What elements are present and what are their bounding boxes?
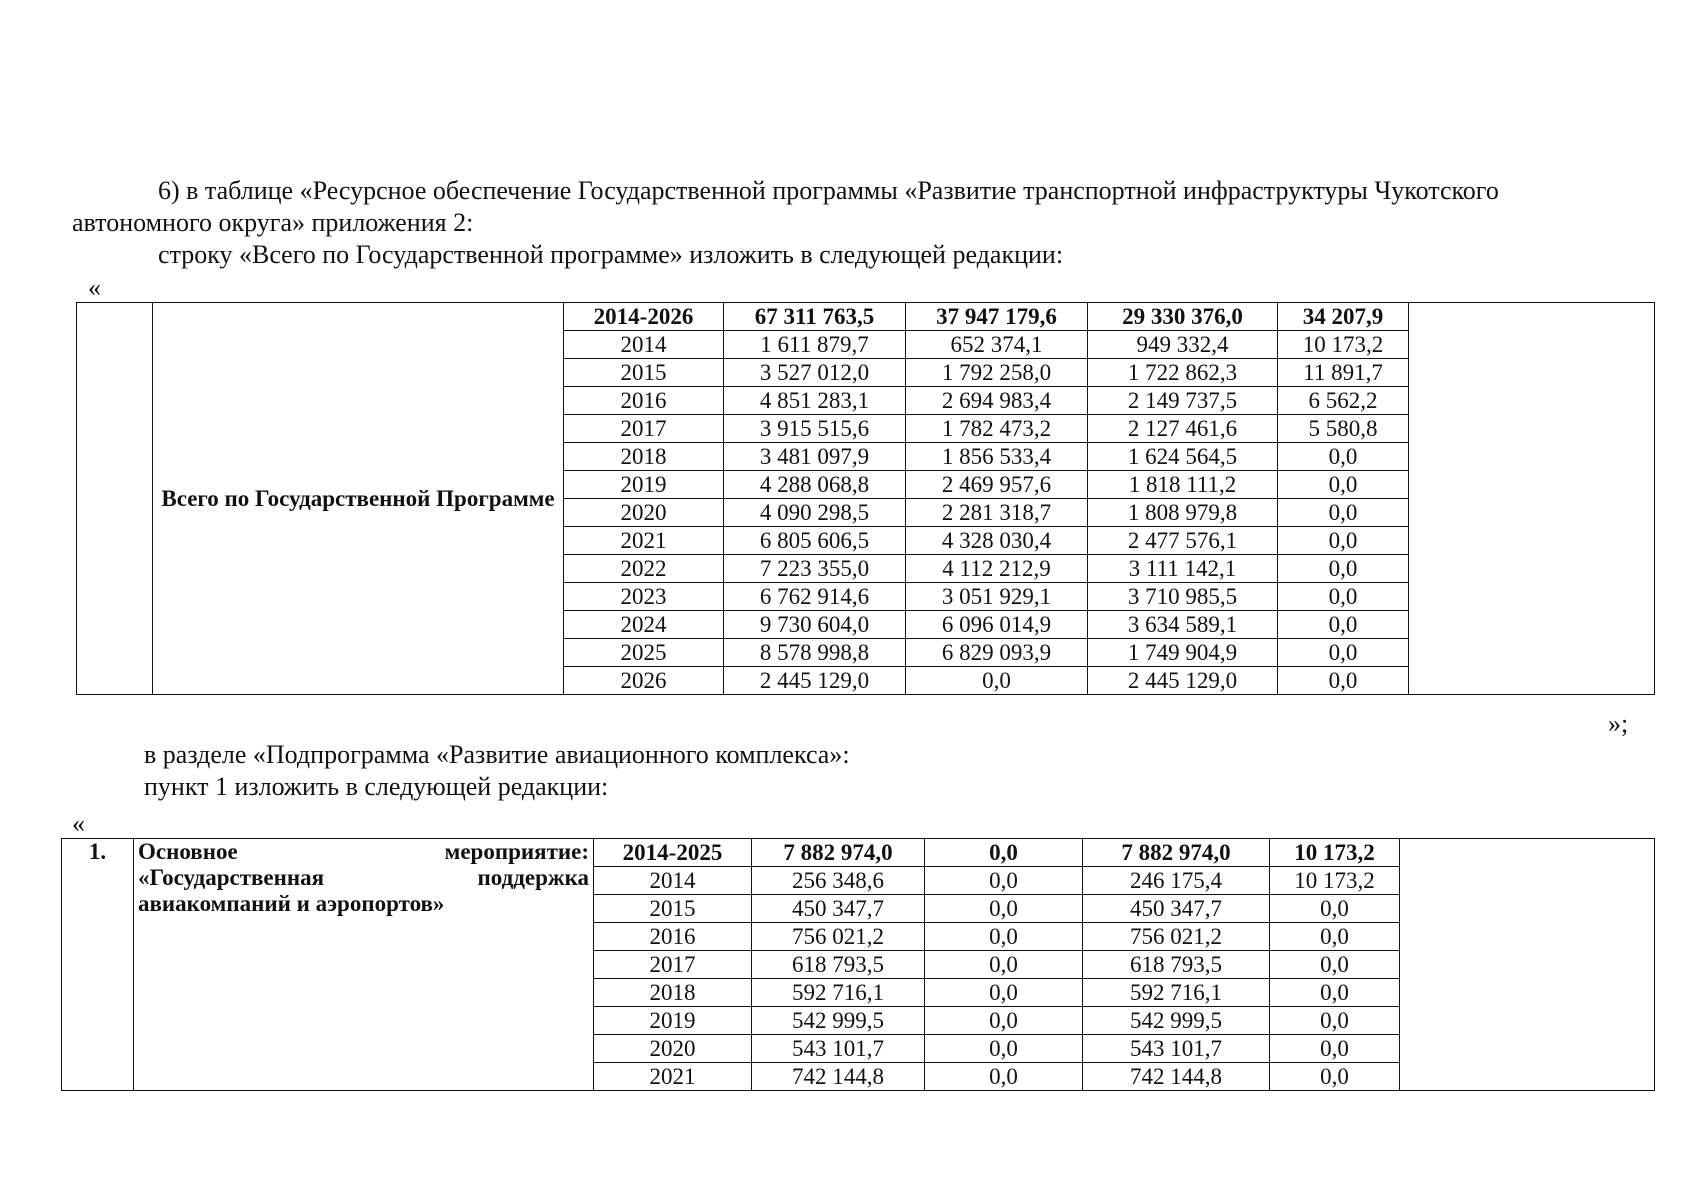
amount-cell: 9 730 604,0	[724, 611, 906, 639]
amount-cell: 0,0	[1270, 923, 1400, 951]
amount-cell: 0,0	[1278, 667, 1409, 695]
amount-cell: 34 207,9	[1278, 303, 1409, 331]
amount-cell: 4 112 212,9	[906, 555, 1088, 583]
period-cell: 2018	[564, 443, 724, 471]
period-cell: 2014-2026	[564, 303, 724, 331]
amount-cell: 3 710 985,5	[1088, 583, 1278, 611]
amount-cell: 246 175,4	[1083, 867, 1270, 895]
amount-cell: 2 281 318,7	[906, 499, 1088, 527]
amount-cell: 1 611 879,7	[724, 331, 906, 359]
amount-cell: 618 793,5	[752, 951, 925, 979]
period-cell: 2017	[564, 415, 724, 443]
amount-cell: 0,0	[1278, 443, 1409, 471]
amount-cell: 0,0	[1278, 583, 1409, 611]
amount-cell: 3 527 012,0	[724, 359, 906, 387]
amount-cell: 592 716,1	[1083, 979, 1270, 1007]
amount-cell: 0,0	[1278, 639, 1409, 667]
total-program-table-body	[77, 303, 1655, 695]
amount-cell: 542 999,5	[752, 1007, 925, 1035]
blank-cell	[1409, 303, 1655, 695]
amount-cell: 2 149 737,5	[1088, 387, 1278, 415]
amount-cell: 0,0	[1270, 895, 1400, 923]
period-cell: 2020	[594, 1035, 752, 1063]
amount-cell: 949 332,4	[1088, 331, 1278, 359]
amount-cell: 2 445 129,0	[724, 667, 906, 695]
blank-cell	[1400, 839, 1655, 1091]
measure-word: мероприятие:	[444, 839, 589, 864]
amount-cell: 10 173,2	[1270, 867, 1400, 895]
amount-cell: 0,0	[925, 839, 1083, 867]
amount-cell: 4 328 030,4	[906, 527, 1088, 555]
amount-cell: 10 173,2	[1270, 839, 1400, 867]
amount-cell: 0,0	[925, 1007, 1083, 1035]
amount-cell: 0,0	[1278, 527, 1409, 555]
amount-cell: 7 882 974,0	[752, 839, 925, 867]
period-cell: 2016	[564, 387, 724, 415]
amount-cell: 0,0	[1270, 1007, 1400, 1035]
period-cell: 2014	[564, 331, 724, 359]
amount-cell: 0,0	[906, 667, 1088, 695]
section-line: в разделе «Подпрограмма «Развитие авиационного комплекса»:	[144, 740, 850, 769]
period-cell: 2014	[594, 867, 752, 895]
amount-cell: 0,0	[1278, 555, 1409, 583]
amount-cell: 2 127 461,6	[1088, 415, 1278, 443]
amount-cell: 3 634 589,1	[1088, 611, 1278, 639]
amount-cell: 4 288 068,8	[724, 471, 906, 499]
period-cell: 2020	[564, 499, 724, 527]
table-row	[77, 303, 1655, 331]
amount-cell: 6 096 014,9	[906, 611, 1088, 639]
amount-cell: 450 347,7	[1083, 895, 1270, 923]
amount-cell: 756 021,2	[752, 923, 925, 951]
amount-cell: 3 051 929,1	[906, 583, 1088, 611]
amount-cell: 0,0	[1270, 1063, 1400, 1091]
opening-quote-1: «	[88, 273, 101, 302]
amount-cell: 1 856 533,4	[906, 443, 1088, 471]
period-cell: 2015	[594, 895, 752, 923]
amount-cell: 6 829 093,9	[906, 639, 1088, 667]
period-cell: 2022	[564, 555, 724, 583]
amount-cell: 0,0	[1278, 611, 1409, 639]
amount-cell: 2 445 129,0	[1088, 667, 1278, 695]
amount-cell: 1 722 862,3	[1088, 359, 1278, 387]
amount-cell: 3 915 515,6	[724, 415, 906, 443]
item-number-cell: 1.	[62, 839, 134, 1091]
item-instruction-line: пункт 1 изложить в следующей редакции:	[144, 772, 609, 801]
amount-cell: 0,0	[925, 979, 1083, 1007]
amount-cell: 0,0	[925, 951, 1083, 979]
closing-quote-1: »;	[1608, 709, 1629, 738]
amount-cell: 543 101,7	[752, 1035, 925, 1063]
amount-cell: 2 477 576,1	[1088, 527, 1278, 555]
amount-cell: 652 374,1	[906, 331, 1088, 359]
opening-quote-2: «	[72, 809, 85, 838]
amount-cell: 1 749 904,9	[1088, 639, 1278, 667]
amount-cell: 1 792 258,0	[906, 359, 1088, 387]
amount-cell: 37 947 179,6	[906, 303, 1088, 331]
total-program-table	[76, 302, 1655, 695]
amount-cell: 1 782 473,2	[906, 415, 1088, 443]
amount-cell: 29 330 376,0	[1088, 303, 1278, 331]
amount-cell: 0,0	[1278, 471, 1409, 499]
period-cell: 2014-2025	[594, 839, 752, 867]
amount-cell: 2 469 957,6	[906, 471, 1088, 499]
amount-cell: 0,0	[1270, 979, 1400, 1007]
amount-cell: 1 818 111,2	[1088, 471, 1278, 499]
amount-cell: 542 999,5	[1083, 1007, 1270, 1035]
amount-cell: 6 762 914,6	[724, 583, 906, 611]
measure-word: Основное	[138, 839, 238, 864]
amount-cell: 450 347,7	[752, 895, 925, 923]
period-cell: 2023	[564, 583, 724, 611]
amount-cell: 0,0	[1278, 499, 1409, 527]
amount-cell: 6 562,2	[1278, 387, 1409, 415]
amount-cell: 67 311 763,5	[724, 303, 906, 331]
table-row	[62, 839, 1655, 867]
amount-cell: 0,0	[925, 895, 1083, 923]
amount-cell: 4 851 283,1	[724, 387, 906, 415]
amount-cell: 10 173,2	[1278, 331, 1409, 359]
amount-cell: 3 481 097,9	[724, 443, 906, 471]
amount-cell: 2 694 983,4	[906, 387, 1088, 415]
period-cell: 2015	[564, 359, 724, 387]
amount-cell: 592 716,1	[752, 979, 925, 1007]
measure-word: поддержка	[477, 865, 589, 890]
row-number-cell	[77, 303, 153, 695]
measure-line-1	[138, 839, 589, 865]
period-cell: 2019	[564, 471, 724, 499]
amount-cell: 7 882 974,0	[1083, 839, 1270, 867]
amount-cell: 742 144,8	[752, 1063, 925, 1091]
amount-cell: 256 348,6	[752, 867, 925, 895]
measure-description-cell	[134, 839, 594, 1091]
amount-cell: 1 624 564,5	[1088, 443, 1278, 471]
amount-cell: 11 891,7	[1278, 359, 1409, 387]
amount-cell: 6 805 606,5	[724, 527, 906, 555]
period-cell: 2016	[594, 923, 752, 951]
period-cell: 2024	[564, 611, 724, 639]
period-cell: 2017	[594, 951, 752, 979]
amount-cell: 8 578 998,8	[724, 639, 906, 667]
amount-cell: 0,0	[925, 867, 1083, 895]
amount-cell: 0,0	[925, 1063, 1083, 1091]
amount-cell: 756 021,2	[1083, 923, 1270, 951]
period-cell: 2021	[594, 1063, 752, 1091]
amount-cell: 0,0	[925, 923, 1083, 951]
amount-cell: 543 101,7	[1083, 1035, 1270, 1063]
measure-word: «Государственная	[138, 865, 325, 890]
period-cell: 2019	[594, 1007, 752, 1035]
aviation-subprogram-table-body	[62, 839, 1655, 1091]
amount-cell: 618 793,5	[1083, 951, 1270, 979]
intro-paragraph: 6) в таблице «Ресурсное обеспечение Государственной программы «Развитие транспортной инфраструктуры Чукотского автономного округа» приложения 2:	[72, 176, 1499, 237]
measure-line-3: авиакомпаний и аэропортов»	[138, 891, 445, 916]
amount-cell: 7 223 355,0	[724, 555, 906, 583]
amount-cell: 5 580,8	[1278, 415, 1409, 443]
amount-cell: 0,0	[925, 1035, 1083, 1063]
aviation-subprogram-table	[61, 838, 1655, 1091]
instruction-line: строку «Всего по Государственной программе» изложить в следующей редакции:	[158, 240, 1064, 269]
period-cell: 2021	[564, 527, 724, 555]
period-cell: 2025	[564, 639, 724, 667]
period-cell: 2018	[594, 979, 752, 1007]
measure-line-2	[138, 865, 589, 891]
row-label-cell: Всего по Государственной Программе	[153, 303, 564, 695]
amount-cell: 4 090 298,5	[724, 499, 906, 527]
period-cell: 2026	[564, 667, 724, 695]
amount-cell: 3 111 142,1	[1088, 555, 1278, 583]
amount-cell: 1 808 979,8	[1088, 499, 1278, 527]
amount-cell: 0,0	[1270, 951, 1400, 979]
amount-cell: 742 144,8	[1083, 1063, 1270, 1091]
amount-cell: 0,0	[1270, 1035, 1400, 1063]
